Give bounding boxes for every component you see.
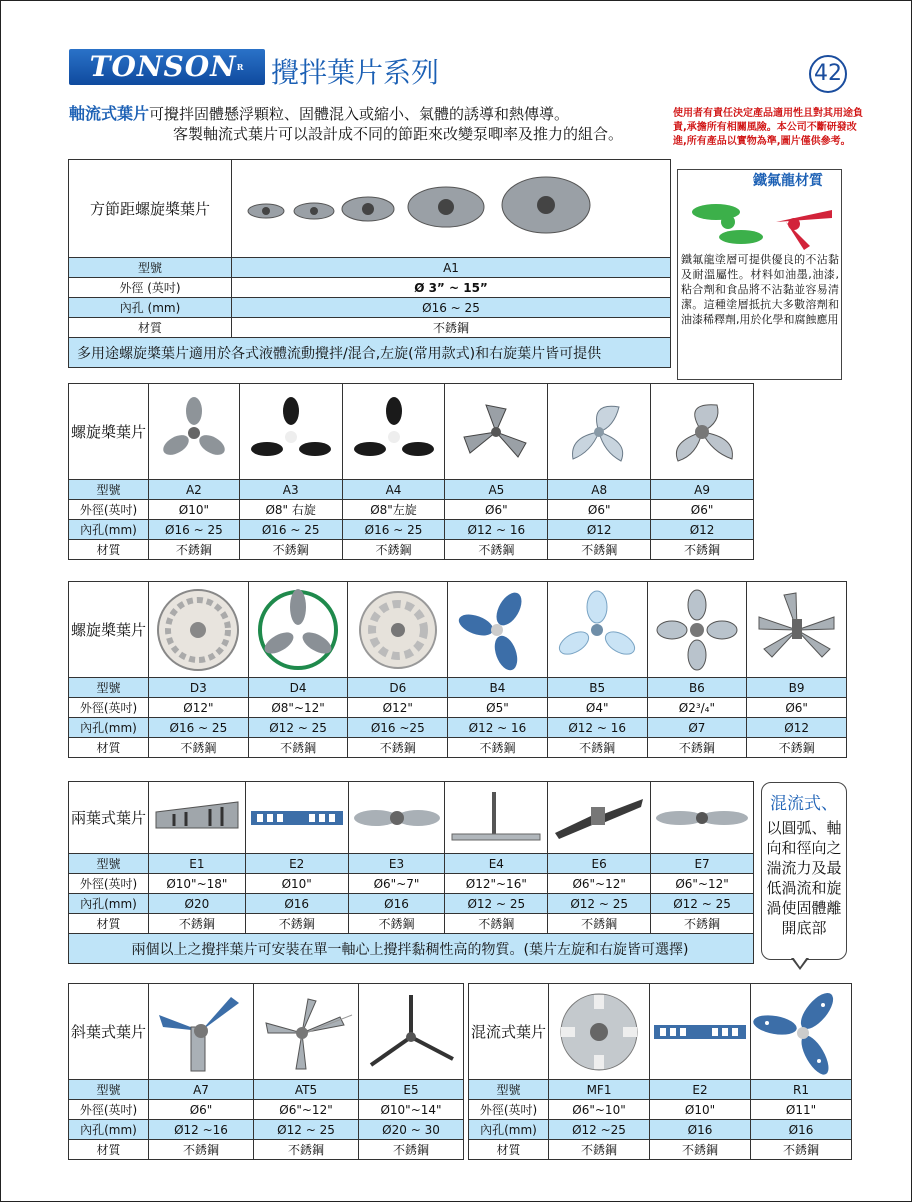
t2-photo-a9 — [651, 384, 754, 480]
t2-material: 不銹鋼 — [342, 540, 445, 560]
t5-title: 斜葉式葉片 — [69, 984, 149, 1080]
t3-model: D4 — [248, 678, 348, 698]
t2-od: Ø6" — [445, 500, 548, 520]
t5-od: Ø6"~12" — [254, 1100, 359, 1120]
t3-bore: Ø12 ~ 16 — [547, 718, 647, 738]
t3-photo-d4 — [248, 582, 348, 678]
t3-material: 不銹鋼 — [747, 738, 847, 758]
propeller-icon — [554, 587, 640, 673]
label-bore: 內孔(mm) — [69, 894, 149, 914]
table-mixed-flow — [468, 983, 852, 1160]
t2-od: Ø10" — [149, 500, 240, 520]
shaft-blade-icon — [448, 790, 544, 846]
label-model: 型號 — [69, 854, 149, 874]
t2-model: A9 — [651, 480, 754, 500]
propeller-icon — [654, 587, 740, 673]
disc-impeller-icon — [551, 989, 647, 1075]
flat-blade-icon — [152, 798, 242, 838]
t3-od: Ø8"~12" — [248, 698, 348, 718]
t2-photo-a5 — [445, 384, 548, 480]
t3-bore: Ø12 — [747, 718, 847, 738]
t4-model: E6 — [548, 854, 651, 874]
t5-bore: Ø20 ~ 30 — [359, 1120, 464, 1140]
t6-od: Ø11" — [751, 1100, 852, 1120]
t2-model: A2 — [149, 480, 240, 500]
t4-photo-e7 — [651, 782, 754, 854]
label-bore: 內孔(mm) — [469, 1120, 549, 1140]
label-od: 外徑(英吋) — [69, 500, 149, 520]
t4-bore: Ø16 — [348, 894, 445, 914]
label-model: 型號 — [469, 1080, 549, 1100]
t4-od: Ø10"~18" — [149, 874, 246, 894]
t6-model: R1 — [751, 1080, 852, 1100]
t2-photo-a2 — [149, 384, 240, 480]
t4-title: 兩葉式葉片 — [69, 782, 149, 854]
label-bore: 內孔(mm) — [69, 1120, 149, 1140]
t4-model: E3 — [348, 854, 445, 874]
t4-od: Ø6"~7" — [348, 874, 445, 894]
t6-photo-r1 — [751, 984, 852, 1080]
t6-title: 混流式葉片 — [469, 984, 549, 1080]
table-pitched-blade — [68, 983, 464, 1160]
t5-photo-e5 — [359, 984, 464, 1080]
t4-od: Ø10" — [245, 874, 348, 894]
propeller-icon — [559, 397, 639, 467]
t6-bore: Ø16 — [751, 1120, 852, 1140]
t2-bore: Ø12 — [651, 520, 754, 540]
t4-model: E2 — [245, 854, 348, 874]
t2-model: A5 — [445, 480, 548, 500]
t6-model: E2 — [650, 1080, 751, 1100]
t2-od: Ø8" 右旋 — [239, 500, 342, 520]
t2-photo-a4 — [342, 384, 445, 480]
propeller-icon — [662, 397, 742, 467]
t1-material: 不銹鋼 — [232, 318, 671, 338]
teflon-box — [677, 169, 842, 380]
t4-material: 不銹鋼 — [548, 914, 651, 934]
label-material: 材質 — [69, 540, 149, 560]
t4-material: 不銹鋼 — [651, 914, 754, 934]
t6-bore: Ø16 — [650, 1120, 751, 1140]
label-material: 材質 — [469, 1140, 549, 1160]
propeller-icon — [251, 397, 331, 467]
t4-material: 不銹鋼 — [149, 914, 246, 934]
t1-model: A1 — [232, 258, 671, 278]
t3-model: B4 — [448, 678, 548, 698]
t5-od: Ø10"~14" — [359, 1100, 464, 1120]
t4-material: 不銹鋼 — [245, 914, 348, 934]
label-od: 外徑 (英吋) — [69, 278, 232, 298]
t3-od: Ø4" — [547, 698, 647, 718]
t3-model: B9 — [747, 678, 847, 698]
t5-model: E5 — [359, 1080, 464, 1100]
t3-model: D6 — [348, 678, 448, 698]
t6-model: MF1 — [549, 1080, 650, 1100]
t3-photo-d6 — [348, 582, 448, 678]
t4-material: 不銹鋼 — [445, 914, 548, 934]
paddle-blade-icon — [654, 803, 750, 833]
teflon-title: 鐵氟龍材質 — [753, 173, 823, 189]
t1-title-cell: 方節距螺旋槳葉片 — [69, 160, 232, 258]
t5-photo-a7 — [149, 984, 254, 1080]
table-two-blade — [68, 781, 754, 964]
t4-model: E1 — [149, 854, 246, 874]
paddle-blade-icon — [352, 800, 442, 836]
t4-photo-e3 — [348, 782, 445, 854]
slotted-blade-icon — [249, 803, 345, 833]
label-model: 型號 — [69, 678, 149, 698]
label-bore: 內孔 (mm) — [69, 298, 232, 318]
ring-impeller-icon — [355, 587, 441, 673]
t3-bore: Ø16 ~ 25 — [149, 718, 249, 738]
fan-impeller-icon — [754, 587, 840, 673]
t2-model: A4 — [342, 480, 445, 500]
t5-bore: Ø12 ~16 — [149, 1120, 254, 1140]
label-model: 型號 — [69, 258, 232, 278]
callout-tail-inner — [793, 957, 807, 967]
t6-od: Ø6"~10" — [549, 1100, 650, 1120]
label-material: 材質 — [69, 318, 232, 338]
t5-od: Ø6" — [149, 1100, 254, 1120]
page-number: 42 — [809, 55, 847, 93]
t6-photo-e2 — [650, 984, 751, 1080]
t3-photo-d3 — [149, 582, 249, 678]
t3-material: 不銹鋼 — [248, 738, 348, 758]
label-material: 材質 — [69, 738, 149, 758]
pitched-blade-icon — [551, 793, 647, 843]
t5-material: 不銹鋼 — [149, 1140, 254, 1160]
intro-line-1: 軸流式葉片可攪拌固體懸浮顆粒、固體混入或縮小、氣體的誘導和熱傳導。 — [69, 104, 570, 123]
t4-bore: Ø12 ~ 25 — [651, 894, 754, 914]
t2-material: 不銹鋼 — [149, 540, 240, 560]
t5-model: A7 — [149, 1080, 254, 1100]
t2-bore: Ø16 ~ 25 — [239, 520, 342, 540]
t3-title: 螺旋槳葉片 — [69, 582, 149, 678]
t4-photo-e1 — [149, 782, 246, 854]
t4-photo-e2 — [245, 782, 348, 854]
mixed-flow-title: 混流式、 — [770, 794, 838, 814]
mixed-flow-callout — [761, 782, 847, 960]
t3-photo-b6 — [647, 582, 747, 678]
label-bore: 內孔(mm) — [69, 718, 149, 738]
t3-photo-b4 — [448, 582, 548, 678]
t2-model: A3 — [239, 480, 342, 500]
t6-material: 不銹鋼 — [650, 1140, 751, 1160]
t4-bore: Ø20 — [149, 894, 246, 914]
t4-od: Ø6"~12" — [548, 874, 651, 894]
t3-photo-b9 — [747, 582, 847, 678]
pitched-blade-icon — [151, 989, 251, 1075]
t3-model: D3 — [149, 678, 249, 698]
t5-model: AT5 — [254, 1080, 359, 1100]
t6-od: Ø10" — [650, 1100, 751, 1120]
t4-od: Ø12"~16" — [445, 874, 548, 894]
t3-material: 不銹鋼 — [348, 738, 448, 758]
t3-od: Ø6" — [747, 698, 847, 718]
t3-model: B5 — [547, 678, 647, 698]
t1-photo — [232, 160, 671, 258]
propeller-icon — [159, 397, 229, 467]
label-od: 外徑(英吋) — [69, 1100, 149, 1120]
label-model: 型號 — [69, 480, 149, 500]
perforated-blade-icon — [753, 989, 849, 1075]
t6-bore: Ø12 ~25 — [549, 1120, 650, 1140]
label-od: 外徑(英吋) — [69, 874, 149, 894]
teflon-blade-icon — [686, 192, 836, 252]
t4-model: E7 — [651, 854, 754, 874]
t4-bore: Ø12 ~ 25 — [548, 894, 651, 914]
t3-material: 不銹鋼 — [149, 738, 249, 758]
t3-bore: Ø7 — [647, 718, 747, 738]
propeller-icon — [456, 397, 536, 467]
t2-material: 不銹鋼 — [445, 540, 548, 560]
label-od: 外徑(英吋) — [469, 1100, 549, 1120]
t2-photo-a3 — [239, 384, 342, 480]
t4-note: 兩個以上之攪拌葉片可安裝在單一軸心上攪拌黏稠性高的物質。(葉片左旋和右旋皆可選擇) — [69, 934, 754, 964]
intro-line-2: 客製軸流式葉片可以設計成不同的節距來改變泵唧率及推力的組合。 — [173, 125, 624, 143]
tonson-logo: TONSONR — [69, 49, 265, 85]
slotted-blade-icon — [652, 1017, 748, 1047]
t3-material: 不銹鋼 — [547, 738, 647, 758]
t4-material: 不銹鋼 — [348, 914, 445, 934]
ring-propeller-icon — [255, 587, 341, 673]
label-od: 外徑(英吋) — [69, 698, 149, 718]
t3-material: 不銹鋼 — [647, 738, 747, 758]
t2-bore: Ø12 — [548, 520, 651, 540]
t1-bore: Ø16 ~ 25 — [232, 298, 671, 318]
propeller-icon — [354, 397, 434, 467]
label-material: 材質 — [69, 914, 149, 934]
t4-bore: Ø12 ~ 25 — [445, 894, 548, 914]
t2-material: 不銹鋼 — [651, 540, 754, 560]
t5-material: 不銹鋼 — [359, 1140, 464, 1160]
t2-bore: Ø16 ~ 25 — [149, 520, 240, 540]
propeller-icon — [454, 587, 540, 673]
page-title: 攪拌葉片系列 — [271, 56, 440, 89]
t3-od: Ø5" — [448, 698, 548, 718]
t3-bore: Ø12 ~ 16 — [448, 718, 548, 738]
t3-bore: Ø12 ~ 25 — [248, 718, 348, 738]
t2-photo-a8 — [548, 384, 651, 480]
t3-bore: Ø16 ~25 — [348, 718, 448, 738]
label-material: 材質 — [69, 1140, 149, 1160]
table-propeller-a — [68, 383, 754, 560]
t4-photo-e6 — [548, 782, 651, 854]
ring-impeller-icon — [155, 587, 241, 673]
pitched-blade-icon — [256, 989, 356, 1075]
t2-title: 螺旋槳葉片 — [69, 384, 149, 480]
t4-od: Ø6"~12" — [651, 874, 754, 894]
t3-od: Ø2³/₄" — [647, 698, 747, 718]
t2-bore: Ø12 ~ 16 — [445, 520, 548, 540]
teflon-text: 鐵氟龍塗層可提供優良的不沾黏及耐溫屬性。材料如油墨,油漆,粘合劑和食品將不沾黏並容易清潔。這種塗層抵抗大多數溶劑和油漆稀釋劑,用於化學和腐蝕應用 — [681, 253, 839, 326]
t3-od: Ø12" — [149, 698, 249, 718]
t2-material: 不銹鋼 — [239, 540, 342, 560]
t4-photo-e4 — [445, 782, 548, 854]
table-square-pitch — [68, 159, 671, 368]
mixed-flow-text: 以圓弧、軸向和徑向之湍流力及最低渦流和旋渦使固體離開底部 — [766, 819, 842, 937]
t2-material: 不銹鋼 — [548, 540, 651, 560]
t2-model: A8 — [548, 480, 651, 500]
table-propeller-b — [68, 581, 847, 758]
t3-model: B6 — [647, 678, 747, 698]
t3-od: Ø12" — [348, 698, 448, 718]
propeller-photo-icon — [236, 169, 666, 249]
disclaimer: 使用者有責任決定產品適用性且對其用途負責,承擔所有相關風險。本公司不斷研發改進,所有產品以實物為準,圖片僅供參考。 — [673, 108, 863, 147]
label-bore: 內孔(mm) — [69, 520, 149, 540]
t2-bore: Ø16 ~ 25 — [342, 520, 445, 540]
label-model: 型號 — [69, 1080, 149, 1100]
t3-photo-b5 — [547, 582, 647, 678]
t2-od: Ø6" — [651, 500, 754, 520]
t5-bore: Ø12 ~ 25 — [254, 1120, 359, 1140]
t1-od: Ø 3” ~ 15” — [232, 278, 671, 298]
t1-note: 多用途螺旋槳葉片適用於各式液體流動攪拌/混合,左旋(常用款式)和右旋葉片皆可提供 — [69, 338, 671, 368]
t4-model: E4 — [445, 854, 548, 874]
t5-material: 不銹鋼 — [254, 1140, 359, 1160]
t4-bore: Ø16 — [245, 894, 348, 914]
t5-photo-at5 — [254, 984, 359, 1080]
three-arm-blade-icon — [361, 989, 461, 1075]
t2-od: Ø8"左旋 — [342, 500, 445, 520]
t6-material: 不銹鋼 — [549, 1140, 650, 1160]
t3-material: 不銹鋼 — [448, 738, 548, 758]
t6-photo-mf1 — [549, 984, 650, 1080]
t6-material: 不銹鋼 — [751, 1140, 852, 1160]
t2-od: Ø6" — [548, 500, 651, 520]
